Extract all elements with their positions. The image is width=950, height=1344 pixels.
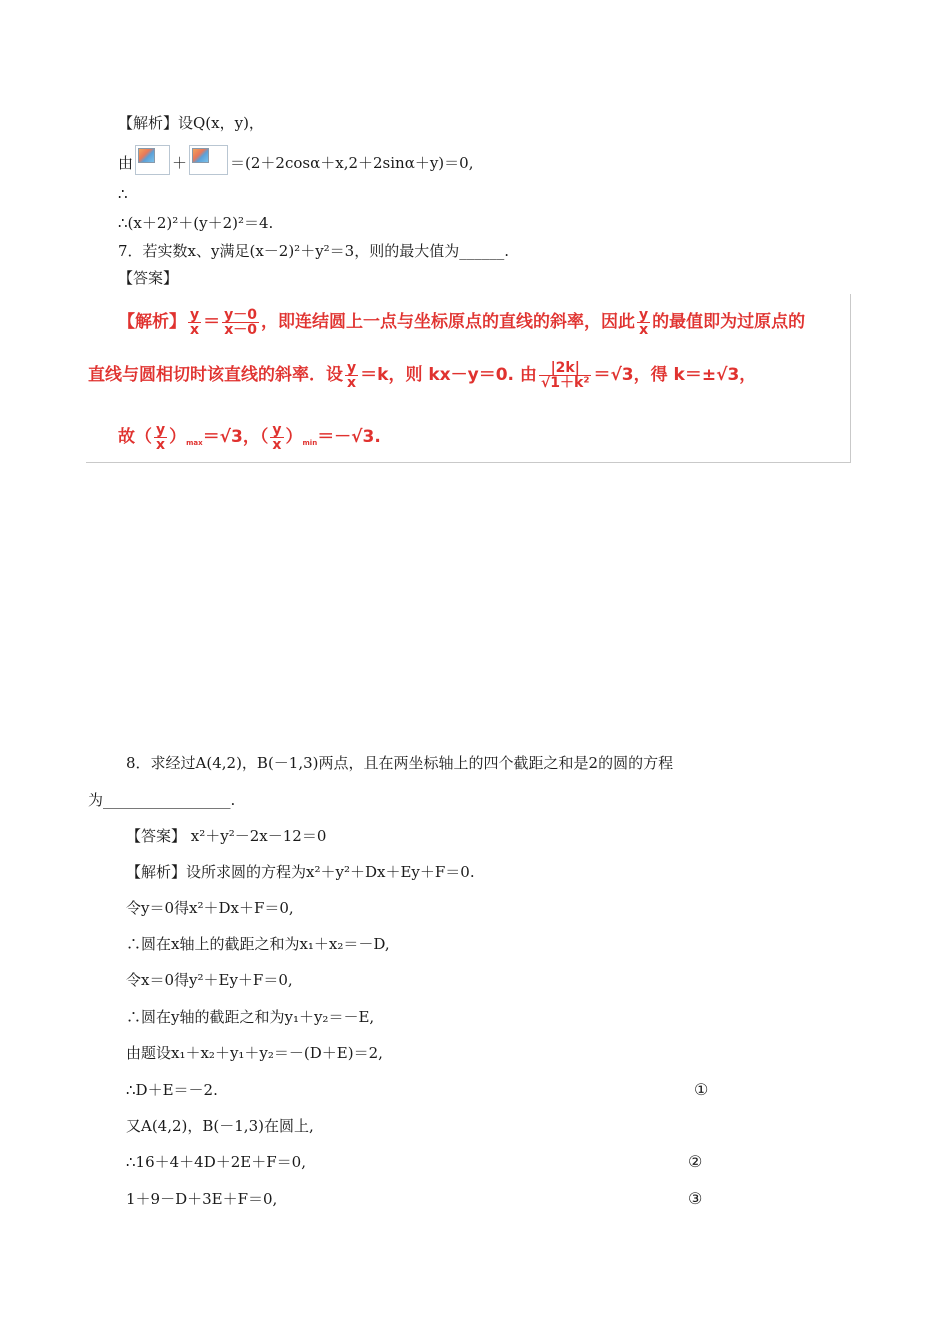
q7-analysis-label: 【解析】 <box>118 312 186 332</box>
prev-result-line: ∴(x＋2)²＋(y＋2)²＝4. <box>118 214 274 232</box>
q7-analysis-line1: 【解析】 $\frac{y}{x}$ ＝ $\frac{y-0}{x-0}$ ，即连结圆上一点与坐标原点的直线的斜率，因此 $\frac{y}{x}$ 的最值即为过原点的 <box>118 306 806 338</box>
fraction-y-over-x: $\frac{y}{x}$ <box>272 421 282 453</box>
fraction-y-over-x: $\frac{y}{x}$ <box>347 359 357 391</box>
q8-step-line: ∴圆在y轴的截距之和为y₁＋y₂＝－E, <box>126 1008 375 1026</box>
q8-question-line2: 为_________________. <box>88 791 236 809</box>
prev-vector-suffix: ＝(2＋2cosα＋x,2＋2sinα＋y)＝0, <box>230 154 474 172</box>
q7-question: 7．若实数x、y满足(x－2)²＋y²＝3，则的最大值为______. <box>118 242 509 260</box>
fraction-y-over-x: $\frac{y}{x}$ <box>639 306 649 338</box>
q8-step-line: 1＋9－D＋3E＋F＝0, <box>126 1190 278 1208</box>
equation-marker-2: ② <box>688 1152 703 1171</box>
prev-therefore-line: ∴ <box>118 185 128 203</box>
q8-step-line: 又A(4,2)，B(－1,3)在圆上, <box>126 1117 314 1135</box>
equation-marker-1: ① <box>694 1080 709 1099</box>
q7-answer-label: 【答案】 <box>118 269 179 287</box>
fraction-y-over-x: $\frac{y}{x}$ <box>156 421 166 453</box>
q7-analysis-line3: 故（ $\frac{y}{x}$ ）max＝√3，（ $\frac{y}{x}$ ）min＝－√3. <box>118 421 381 453</box>
q8-question-line1: 8．求经过A(4,2)，B(－1,3)两点，且在两坐标轴上的四个截距之和是2的圆的方程 <box>126 754 674 772</box>
q8-step-line: 【解析】设所求圆的方程为x²＋y²＋Dx＋Ey＋F＝0. <box>126 863 475 881</box>
prev-vector-prefix: 由 <box>118 154 134 172</box>
q8-step-line: ∴D＋E＝－2. <box>126 1081 218 1099</box>
prev-vector-sum-line <box>118 145 473 175</box>
equation-marker-3: ③ <box>688 1189 703 1208</box>
q8-step-line: 令y＝0得x²＋Dx＋F＝0, <box>126 899 294 917</box>
prev-plus: ＋ <box>172 154 188 172</box>
fraction-y-over-x: $\frac{y}{x}$ <box>190 306 200 338</box>
q8-step-line: ∴圆在x轴上的截距之和为x₁＋x₂＝－D, <box>126 935 390 953</box>
prev-analysis-line: 【解析】设Q(x，y)， <box>118 114 264 132</box>
q7-analysis-line2: 直线与圆相切时该直线的斜率．设 $\frac{y}{x}$ ＝k，则 kx－y＝0. 由 $\frac{|2k|}{\text{√1＋k²}}$ ＝√3，得 k＝±√3， <box>88 359 757 391</box>
min-subscript: min <box>302 439 318 447</box>
q8-step-line: 令x＝0得y²＋Ey＋F＝0, <box>126 971 293 989</box>
fraction-slope: $\frac{y-0}{x-0}$ <box>224 306 258 338</box>
q8-answer: 【答案】 x²＋y²－2x－12＝0 <box>126 827 327 845</box>
broken-image-icon <box>135 145 170 175</box>
max-subscript: max <box>186 439 203 447</box>
q8-step-line: 由题设x₁＋x₂＋y₁＋y₂＝－(D＋E)＝2, <box>126 1044 383 1062</box>
broken-image-icon <box>189 145 228 175</box>
q8-step-line: ∴16＋4＋4D＋2E＋F＝0, <box>126 1153 306 1171</box>
fraction-distance: $\frac{|2k|}{\text{√1＋k²}}$ <box>540 359 590 391</box>
